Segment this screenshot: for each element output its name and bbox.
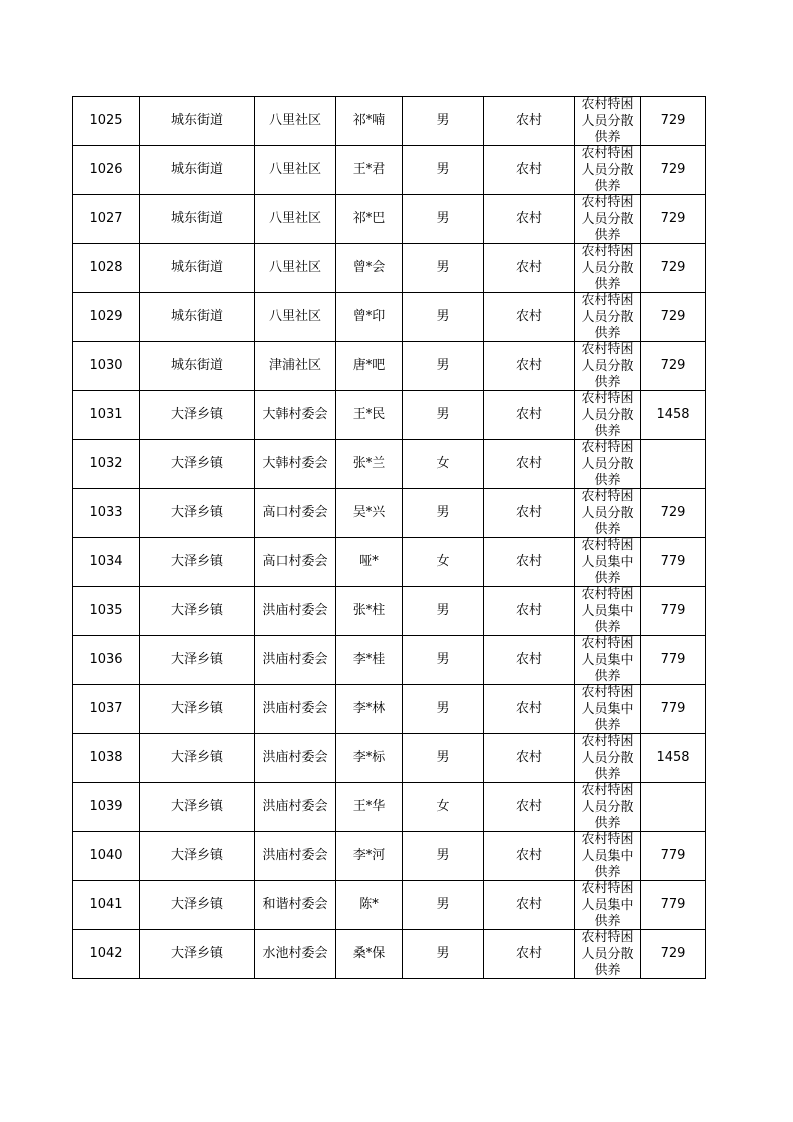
amount-cell: 779 [641,881,706,930]
record-id-cell: 1036 [73,636,140,685]
support-category-text: 农村特困人员集中供养 [581,685,634,732]
gender-cell: 男 [403,146,484,195]
street-cell: 城东街道 [140,97,255,146]
household-type-cell: 农村 [484,391,575,440]
community-cell: 八里社区 [255,293,336,342]
support-category-cell [575,734,641,783]
support-category-text: 农村特困人员集中供养 [581,587,634,634]
community-cell: 八里社区 [255,97,336,146]
community-cell: 洪庙村委会 [255,832,336,881]
gender-cell: 男 [403,195,484,244]
amount-cell: 1458 [641,734,706,783]
person-name-cell: 李*河 [336,832,403,881]
support-category-text: 农村特困人员集中供养 [581,636,634,683]
street-cell: 大泽乡镇 [140,636,255,685]
person-name-cell: 祁*巴 [336,195,403,244]
support-category-cell [575,587,641,636]
support-category-cell [575,97,641,146]
support-category-cell [575,391,641,440]
support-category-cell [575,832,641,881]
support-category-cell [575,930,641,979]
person-name-cell: 陈* [336,881,403,930]
support-category-text: 农村特困人员分散供养 [581,244,634,291]
table-row [73,734,706,783]
person-name-cell: 李*标 [336,734,403,783]
amount-cell: 1458 [641,391,706,440]
table-row [73,930,706,979]
community-cell: 高口村委会 [255,489,336,538]
amount-cell: 779 [641,685,706,734]
amount-cell [641,440,706,489]
gender-cell: 男 [403,734,484,783]
support-category-cell [575,636,641,685]
table-row [73,244,706,293]
table-row [73,636,706,685]
record-id-cell: 1029 [73,293,140,342]
gender-cell: 男 [403,342,484,391]
household-type-cell: 农村 [484,538,575,587]
gender-cell: 男 [403,636,484,685]
support-category-cell [575,440,641,489]
household-type-cell: 农村 [484,146,575,195]
record-id-cell: 1028 [73,244,140,293]
support-category-text: 农村特困人员分散供养 [581,734,634,781]
household-type-cell: 农村 [484,881,575,930]
amount-cell: 729 [641,244,706,293]
person-name-cell: 桑*保 [336,930,403,979]
household-type-cell: 农村 [484,97,575,146]
household-type-cell: 农村 [484,587,575,636]
gender-cell: 男 [403,244,484,293]
amount-cell: 729 [641,195,706,244]
household-type-cell: 农村 [484,342,575,391]
amount-cell [641,783,706,832]
amount-cell: 729 [641,97,706,146]
table-row [73,538,706,587]
household-type-cell: 农村 [484,293,575,342]
person-name-cell: 哑* [336,538,403,587]
record-id-cell: 1040 [73,832,140,881]
community-cell: 洪庙村委会 [255,783,336,832]
table-row [73,685,706,734]
support-category-text: 农村特困人员分散供养 [581,440,634,487]
record-id-cell: 1030 [73,342,140,391]
community-cell: 大韩村委会 [255,391,336,440]
amount-cell: 729 [641,146,706,195]
relief-roster-table [72,96,706,979]
street-cell: 大泽乡镇 [140,440,255,489]
street-cell: 大泽乡镇 [140,685,255,734]
support-category-text: 农村特困人员集中供养 [581,832,634,879]
support-category-text: 农村特困人员集中供养 [581,881,634,928]
gender-cell: 女 [403,538,484,587]
street-cell: 城东街道 [140,195,255,244]
street-cell: 大泽乡镇 [140,881,255,930]
record-id-cell: 1041 [73,881,140,930]
person-name-cell: 王*君 [336,146,403,195]
street-cell: 大泽乡镇 [140,489,255,538]
amount-cell: 729 [641,930,706,979]
table-row [73,195,706,244]
support-category-cell [575,195,641,244]
record-id-cell: 1038 [73,734,140,783]
support-category-cell [575,244,641,293]
community-cell: 水池村委会 [255,930,336,979]
record-id-cell: 1035 [73,587,140,636]
support-category-text: 农村特困人员分散供养 [581,195,634,242]
support-category-cell [575,293,641,342]
community-cell: 洪庙村委会 [255,685,336,734]
record-id-cell: 1027 [73,195,140,244]
amount-cell: 779 [641,832,706,881]
amount-cell: 779 [641,538,706,587]
household-type-cell: 农村 [484,832,575,881]
community-cell: 大韩村委会 [255,440,336,489]
support-category-text: 农村特困人员分散供养 [581,97,634,144]
table-row [73,832,706,881]
support-category-text: 农村特困人员分散供养 [581,342,634,389]
record-id-cell: 1025 [73,97,140,146]
community-cell: 洪庙村委会 [255,734,336,783]
support-category-cell [575,538,641,587]
community-cell: 高口村委会 [255,538,336,587]
roster-body [73,97,706,979]
gender-cell: 男 [403,97,484,146]
street-cell: 城东街道 [140,342,255,391]
person-name-cell: 李*桂 [336,636,403,685]
community-cell: 八里社区 [255,195,336,244]
street-cell: 大泽乡镇 [140,538,255,587]
street-cell: 大泽乡镇 [140,930,255,979]
amount-cell: 779 [641,587,706,636]
street-cell: 城东街道 [140,244,255,293]
household-type-cell: 农村 [484,195,575,244]
support-category-text: 农村特困人员分散供养 [581,293,634,340]
record-id-cell: 1031 [73,391,140,440]
support-category-cell [575,146,641,195]
household-type-cell: 农村 [484,489,575,538]
household-type-cell: 农村 [484,930,575,979]
person-name-cell: 王*华 [336,783,403,832]
person-name-cell: 李*林 [336,685,403,734]
gender-cell: 女 [403,440,484,489]
support-category-text: 农村特困人员分散供养 [581,146,634,193]
person-name-cell: 吴*兴 [336,489,403,538]
person-name-cell: 祁*喃 [336,97,403,146]
support-category-text: 农村特困人员分散供养 [581,783,634,830]
street-cell: 城东街道 [140,293,255,342]
household-type-cell: 农村 [484,685,575,734]
amount-cell: 779 [641,636,706,685]
household-type-cell: 农村 [484,440,575,489]
table-row [73,293,706,342]
support-category-cell [575,881,641,930]
person-name-cell: 张*柱 [336,587,403,636]
person-name-cell: 张*兰 [336,440,403,489]
gender-cell: 男 [403,587,484,636]
table-row [73,391,706,440]
street-cell: 大泽乡镇 [140,391,255,440]
gender-cell: 男 [403,391,484,440]
person-name-cell: 唐*吧 [336,342,403,391]
record-id-cell: 1026 [73,146,140,195]
person-name-cell: 王*民 [336,391,403,440]
amount-cell: 729 [641,293,706,342]
street-cell: 城东街道 [140,146,255,195]
person-name-cell: 曾*会 [336,244,403,293]
gender-cell: 男 [403,881,484,930]
household-type-cell: 农村 [484,783,575,832]
community-cell: 洪庙村委会 [255,636,336,685]
support-category-cell [575,489,641,538]
street-cell: 大泽乡镇 [140,587,255,636]
support-category-text: 农村特困人员分散供养 [581,391,634,438]
table-row [73,146,706,195]
support-category-cell [575,783,641,832]
amount-cell: 729 [641,489,706,538]
table-row [73,881,706,930]
record-id-cell: 1042 [73,930,140,979]
gender-cell: 男 [403,685,484,734]
table-row [73,587,706,636]
support-category-cell [575,685,641,734]
record-id-cell: 1033 [73,489,140,538]
community-cell: 洪庙村委会 [255,587,336,636]
support-category-text: 农村特困人员集中供养 [581,538,634,585]
street-cell: 大泽乡镇 [140,783,255,832]
amount-cell: 729 [641,342,706,391]
support-category-text: 农村特困人员分散供养 [581,930,634,977]
table-row [73,97,706,146]
street-cell: 大泽乡镇 [140,734,255,783]
community-cell: 津浦社区 [255,342,336,391]
person-name-cell: 曾*印 [336,293,403,342]
gender-cell: 男 [403,293,484,342]
table-row [73,489,706,538]
table-row [73,440,706,489]
household-type-cell: 农村 [484,734,575,783]
record-id-cell: 1037 [73,685,140,734]
table-row [73,783,706,832]
household-type-cell: 农村 [484,636,575,685]
gender-cell: 男 [403,930,484,979]
community-cell: 和谐村委会 [255,881,336,930]
support-category-cell [575,342,641,391]
table-row [73,342,706,391]
gender-cell: 男 [403,832,484,881]
community-cell: 八里社区 [255,244,336,293]
gender-cell: 女 [403,783,484,832]
community-cell: 八里社区 [255,146,336,195]
gender-cell: 男 [403,489,484,538]
record-id-cell: 1039 [73,783,140,832]
record-id-cell: 1034 [73,538,140,587]
support-category-text: 农村特困人员分散供养 [581,489,634,536]
household-type-cell: 农村 [484,244,575,293]
record-id-cell: 1032 [73,440,140,489]
street-cell: 大泽乡镇 [140,832,255,881]
